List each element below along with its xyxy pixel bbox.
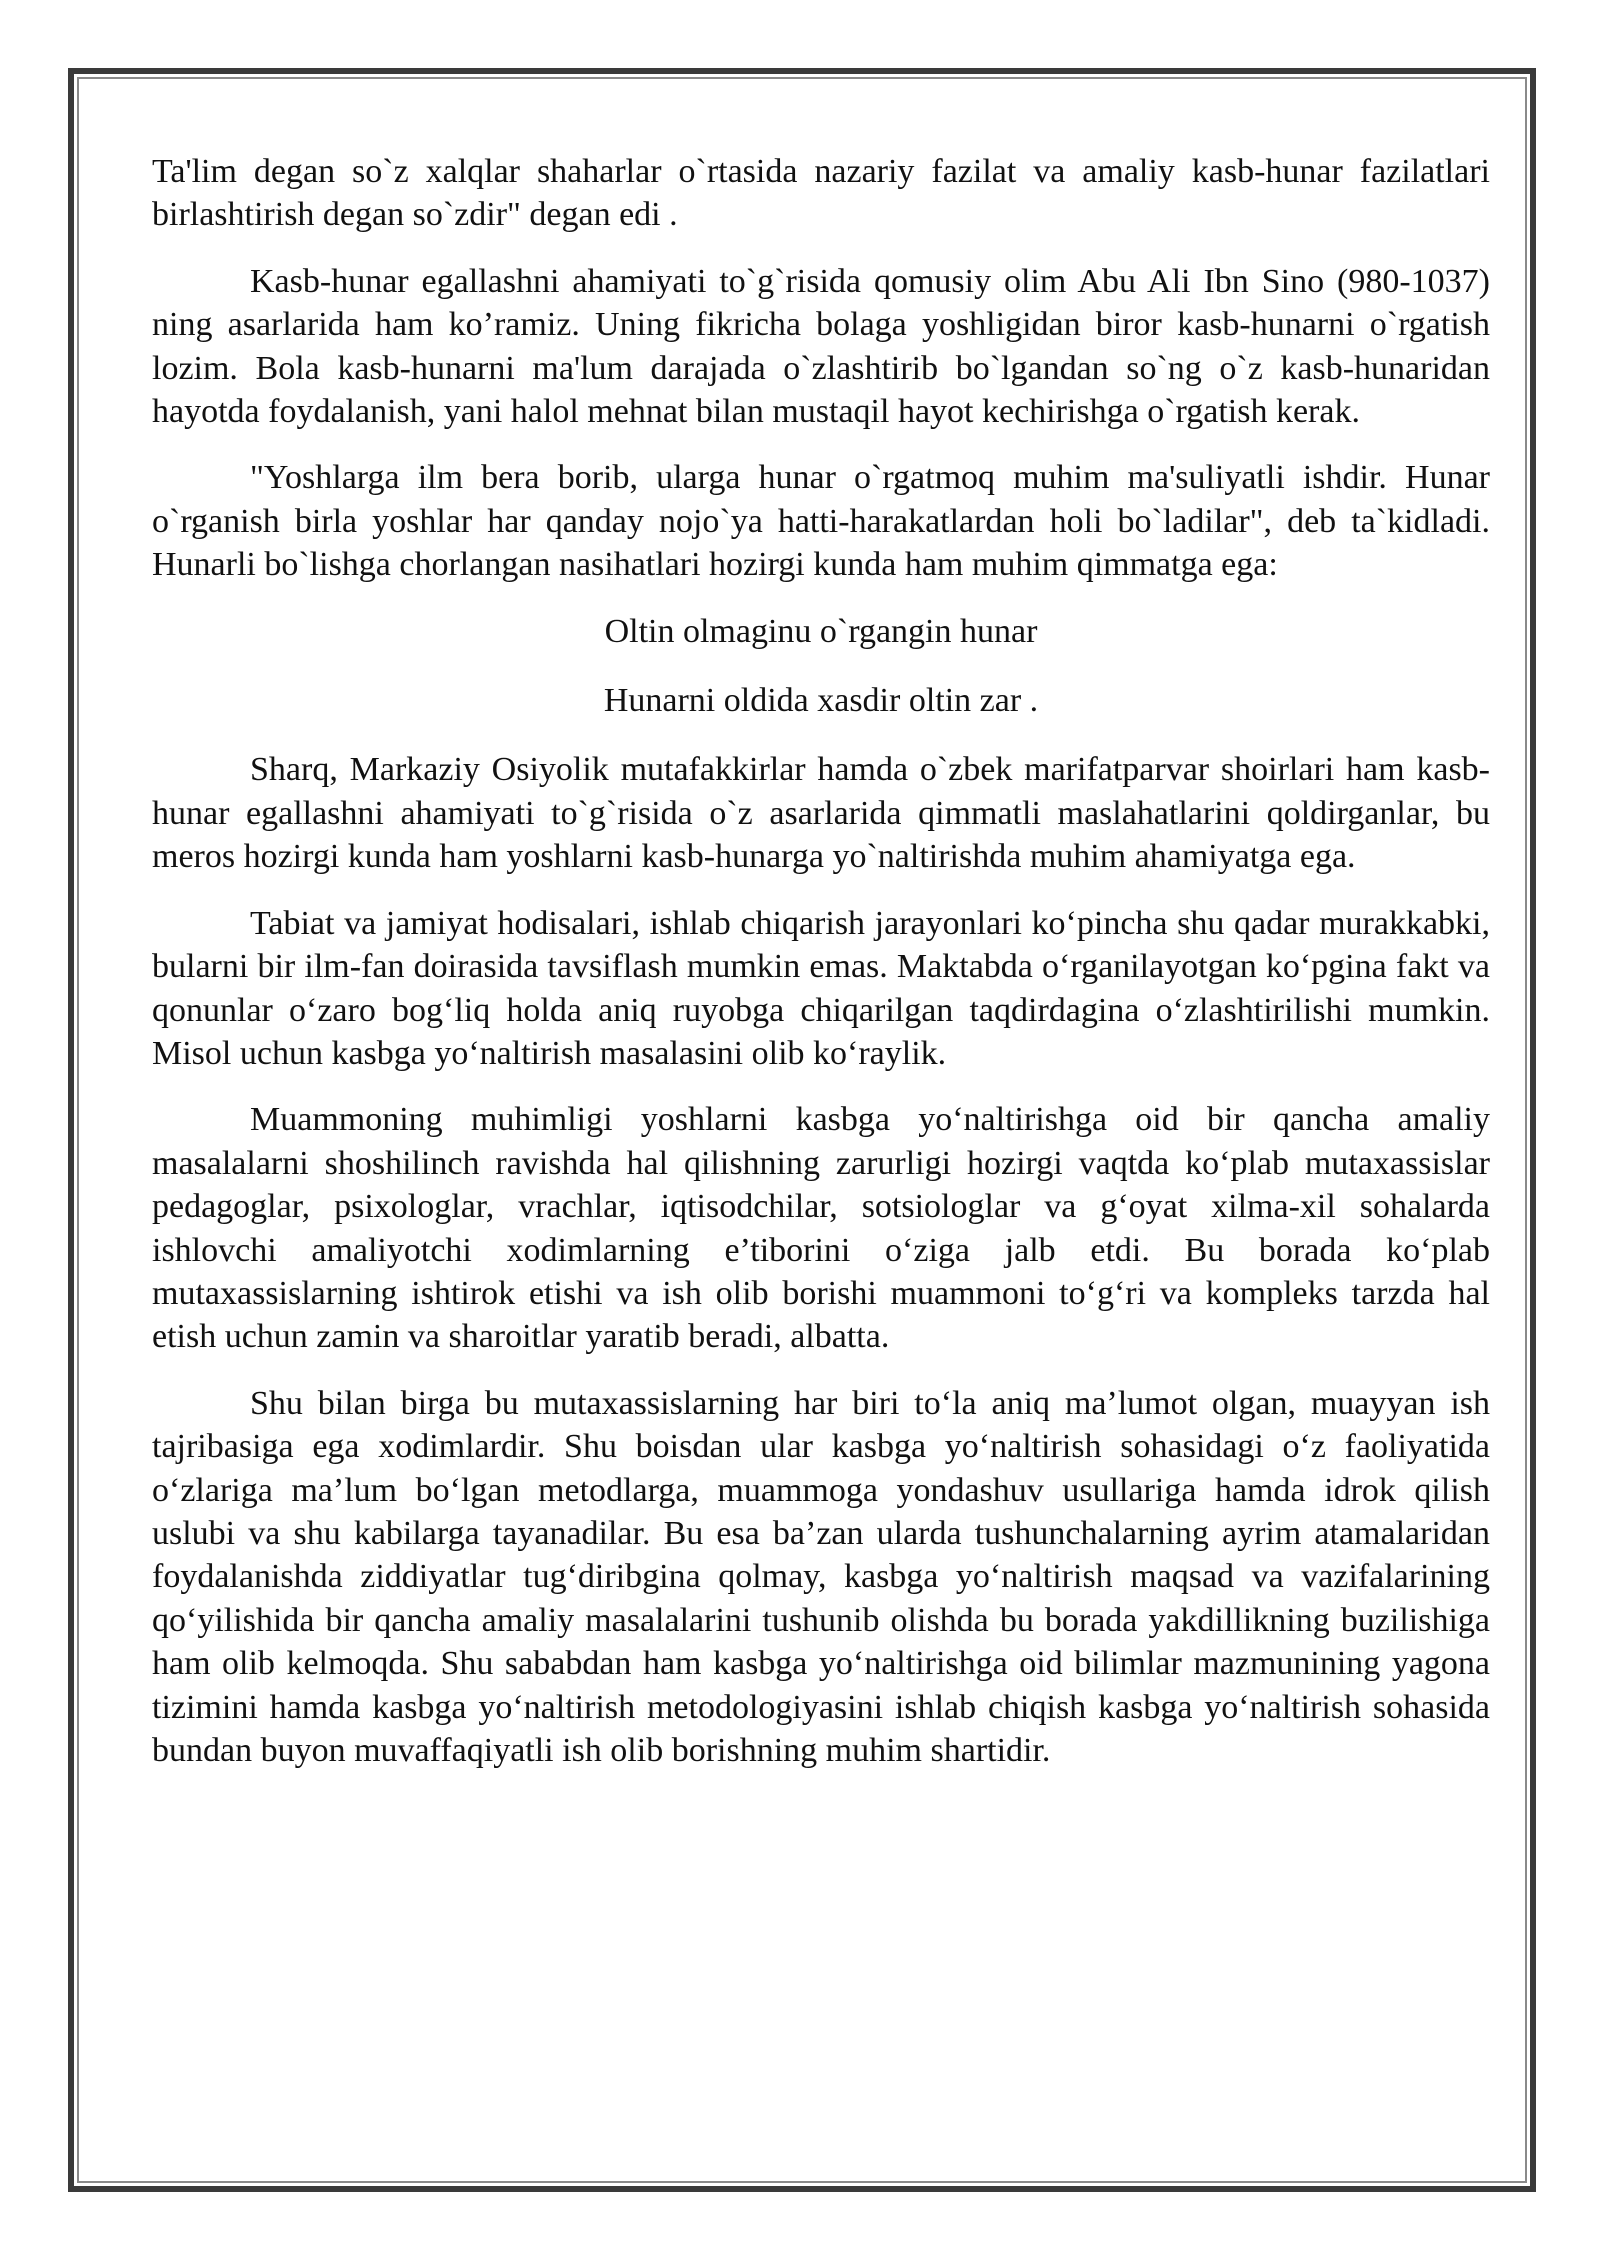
paragraph-4: Sharq, Markaziy Osiyolik mutafakkirlar hamda o`zbek marifatparvar shoirlari ham kasb-hunar egallashni ahamiyati to`g`risida o`z asarlarida qimmatli maslahatlarini qoldirganlar, bu meros hozirgi kunda ham yoshlarni kasb-hunarga yo`naltirishda muhim ahamiyatga ega. <box>152 751 1490 876</box>
verse-line-1: Oltin olmaginu o`rgangin hunar <box>604 612 1038 650</box>
paragraph-6: Muammoning muhimligi yoshlarni kasbga yo‘naltirishga oid bir qancha amaliy masalalarni shoshilinch ravishda hal qilishning zarurligi hozirgi vaqtda ko‘plab mutaxassislar pedagoglar, psixologlar, vrachlar, iqtisodchilar, sotsiologlar va g‘oyat xilma-xil sohalarda ishlovchi amaliyotchi xodimlarning e’tiborini o‘ziga jalb etdi. Bu borada ko‘plab mutaxassislarning ishtirok etishi va ish olib borishi muammoni to‘g‘ri va kompleks tarzda hal etish uchun zamin va sharoitlar yaratib beradi, albatta. <box>152 1101 1490 1356</box>
paragraph-5: Tabiat va jamiyat hodisalari, ishlab chiqarish jarayonlari ko‘pincha shu qadar murakkabki, bularni bir ilm-fan doirasida tavsiflash mumkin emas. Maktabda o‘rganilayotgan ko‘pgina fakt va qonunlar o‘zaro bog‘liq holda aniq ruyobga chiqarilgan taqdirdagina o‘zlashtirilishi mumkin. Misol uchun kasbga yo‘naltirish masalasini olib ko‘raylik. <box>152 904 1490 1072</box>
paragraph-7: Shu bilan birga bu mutaxassislarning har biri to‘la aniq ma’lumot olgan, muayyan ish tajribasiga ega xodimlardir. Shu boisdan ular kasbga yo‘naltirish sohasidagi o‘z faoliyatida o‘zlariga ma’lum bo‘lgan metodlarga, muammoga yondashuv usullariga hamda idrok qilish uslubi va shu kabilarga tayanadilar. Bu esa ba’zan ularda tushunchalarning ayrim atamalaridan foydalanishda ziddiyatlar tug‘diribgina qolmay, kasbga yo‘naltirish maqsad va vazifalarining qo‘yilishida bir qancha amaliy masalalarini tushunib olishda bu borada yakdillikning buzilishiga ham olib kelmoqda. Shu sababdan ham kasbga yo‘naltirishga oid bilimlar mazmunining yagona tizimini hamda kasbga yo‘naltirish metodologiyasini ishlab chiqish kasbga yo‘naltirish sohasida bundan buyon muvaffaqiyatli ish olib borishning muhim shartidir. <box>152 1384 1490 1769</box>
paragraph-2: Kasb-hunar egallashni ahamiyati to`g`risida qomusiy olim Abu Ali Ibn Sino (980-1037) ning asarlarida ham ko’ramiz. Uning fikricha bolaga yoshligidan biror kasb-hunarni o`rgatish lozim. Bola kasb-hunarni ma'lum darajada o`zlashtirib bo`lgandan so`ng o`z kasb-hunaridan hayotda foydalanish, yani halol mehnat bilan mustaqil hayot kechirishga o`rgatish kerak. <box>152 262 1490 431</box>
paragraph-3: "Yoshlarga ilm bera borib, ularga hunar o`rgatmoq muhim ma'suliyatli ishdir. Hunar o`rganish birla yoshlar har qanday nojo`ya hatti-harakatlardan holi bo`ladilar", deb ta`kidladi. Hunarli bo`lishga chorlangan nasihatlari hozirgi kunda ham muhim qimmatga ega: <box>152 459 1490 584</box>
document-body <box>152 150 1490 1795</box>
paragraph-1: Ta'lim degan so`z xalqlar shaharlar o`rtasida nazariy fazilat va amaliy kasb-hunar fazilatlari birlashtirish degan so`zdir" degan edi . <box>152 153 1490 234</box>
verse-line-2: Hunarni oldida xasdir oltin zar . <box>603 682 1039 720</box>
